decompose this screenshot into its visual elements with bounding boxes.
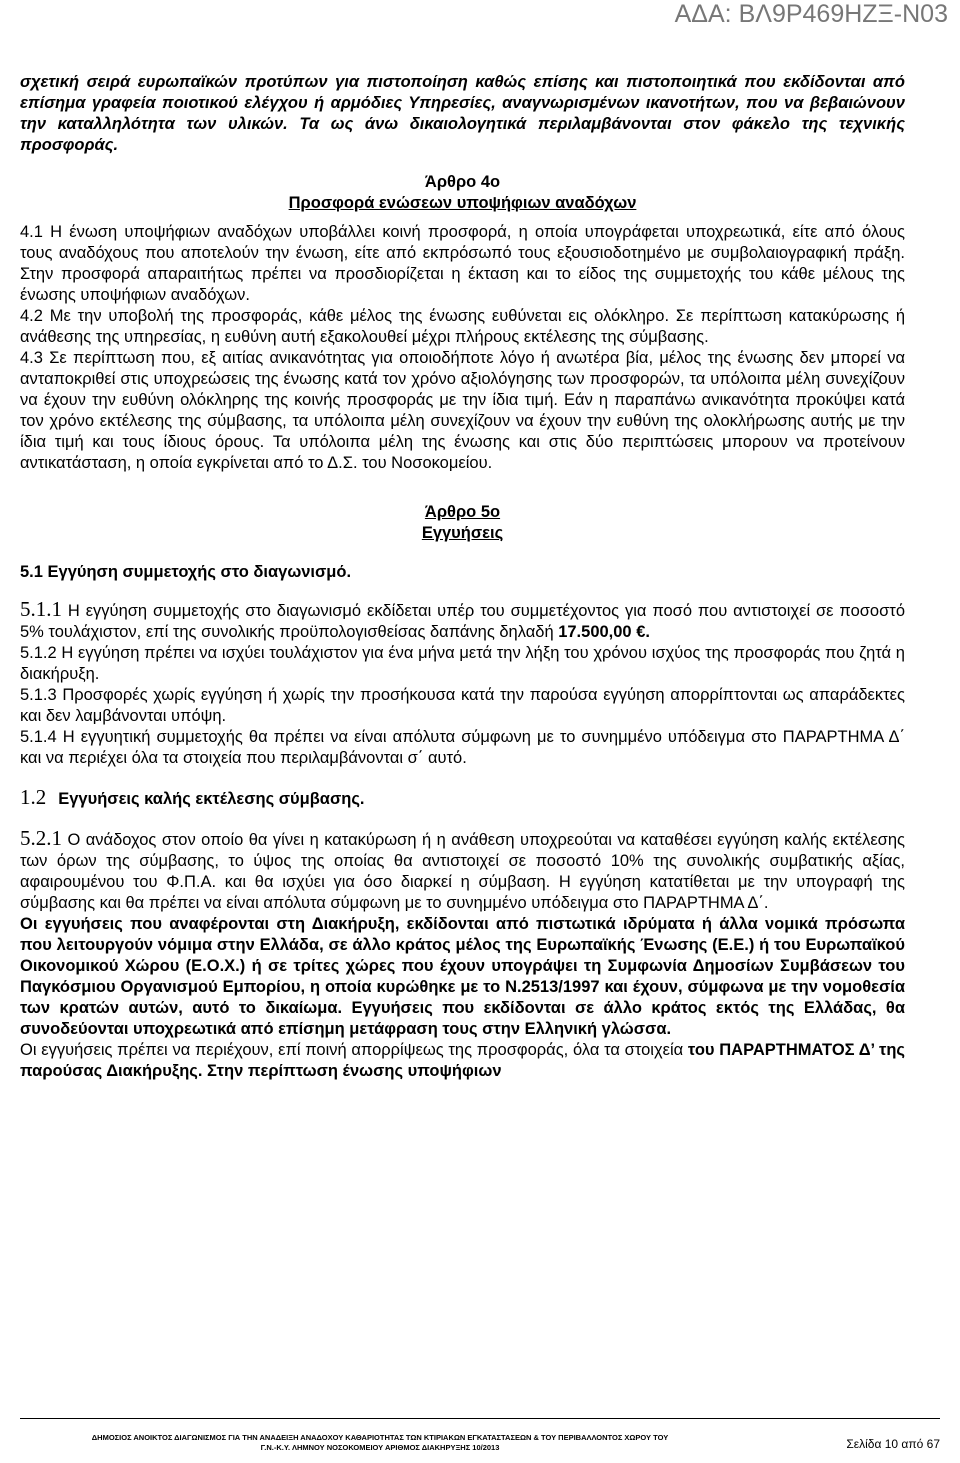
footer-tender-info	[20, 1433, 740, 1453]
section-1-2-heading	[20, 787, 905, 810]
section-5-1-1-amount: 17.500,00 €.	[558, 623, 650, 641]
paragraph-4-2: 4.2 Με την υποβολή της προσφοράς, κάθε μέλος της ένωσης ευθύνεται εις ολόκληρο. Σε περίπτωση κατακύρωσης ή ανάθεσης της υπηρεσίας, η ευθύνη αυτή εξακολουθεί μέχρι πλήρους εκτέλεσης της σύμβασης.	[20, 307, 905, 346]
section-5-2-1-text: Ο ανάδοχος στον οποίο θα γίνει η κατακύρωση ή η ανάθεση υποχρεούται να καταθέσει εγγύηση καλής εκτέλεσης των όρων της σύμβασης, το ύψος της οποίας θα αντιστοιχεί σε ποσοστό 10% της συνολικής συμβατικής αξίας, αφαιρουμένου του Φ.Π.Α. και θα ισχύει για όσο διαρκεί η σύμβαση. Η εγγύηση κατατίθεται με την υπογραφή της σύμβασης και θα πρέπει να είναι απόλυτα σύμφωνη με το συνημμένο υπόδειγμα στο ΠΑΡΑΡΤΗΜΑ Δ΄.	[20, 831, 905, 912]
paragraph-5-1-2: 5.1.2 Η εγγύηση πρέπει να ισχύει τουλάχιστον για ένα μήνα μετά την λήξη του χρόνου ισχύος της προσφοράς που ζητά η διακήρυξη.	[20, 644, 905, 683]
guarantees-contents-paragraph	[20, 1040, 905, 1082]
guarantees-issuers-paragraph: Οι εγγυήσεις που αναφέρονται στη Διακήρυξη, εκδίδονται από πιστωτικά ιδρύματα ή άλλα νομικά πρόσωπα που λειτουργούν νόμιμα στην Ελλάδα, σε άλλο κράτος μέλος της Ευρωπαϊκής Ένωσης (Ε.Ε.) ή του Ευρωπαϊκού Οικονομικού Χώρου (Ε.Ο.Χ.) ή σε τρίτες χώρες που έχουν υπογράψει τη Συμφωνία Δημοσίων Συμβάσεων του Παγκόσμιου Οργανισμού Εμπορίου, η οποία κυρώθηκε με το Ν.2513/1997 και έχουν, σύμφωνα με την νομοθεσία των κρατών αυτών, αυτό το δικαίωμα. Εγγυήσεις που εκδίδονται σε άλλο κράτος εκτός της Ελλάδας, θα συνοδεύονται υποχρεωτικά από επίσημη μετάφραση τους στην Ελληνική γλώσσα.	[20, 915, 905, 1038]
ada-header: ΑΔΑ: ΒΛ9Ρ469ΗΖΞ-Ν03	[674, 0, 948, 28]
article-4-title: Άρθρο 4ο	[424, 173, 501, 191]
section-1-2-number: 1.2	[20, 785, 47, 809]
document-body	[20, 72, 905, 1082]
article-5-subtitle: Εγγυήσεις	[421, 524, 504, 542]
section-5-1-1-text: Η εγγύηση συμμετοχής στο διαγωνισμό εκδίδεται υπέρ του συμμετέχοντος για ποσό που αντιστοιχεί σε ποσοστό 5% τουλάχιστον, επί της συνολικής προϋπολογισθείσας δαπάνης δηλαδή	[20, 602, 905, 641]
section-5-1-1-number: 5.1.1	[20, 597, 62, 621]
paragraph-5-1-4: 5.1.4 Η εγγυητική συμμετοχής θα πρέπει να είναι απόλυτα σύμφωνη με το συνημμένο υπόδειγμα στο ΠΑΡΑΡΤΗΜΑ Δ΄ και να περιέχει όλα τα στοιχεία που περιλαμβάνονται σ΄ αυτό.	[20, 728, 905, 767]
article-4-subtitle: Προσφορά ενώσεων υποψήφιων αναδόχων	[288, 194, 637, 212]
footer-line-2: Γ.Ν.-Κ.Υ. ΛΗΜΝΟΥ ΝΟΣΟΚΟΜΕΙΟΥ ΑΡΙΘΜΟΣ ΔΙΑΚΗΡΥΞΗΣ 10/2013	[260, 1443, 500, 1452]
paragraph-4-1: 4.1 Η ένωση υποψήφιων αναδόχων υποβάλλει κοινή προσφορά, η οποία υπογράφεται υποχρεωτικά, είτε από όλους τους αναδόχους που αποτελούν την ένωση, είτε από εκπρόσωπό τους εξουσιοδοτημένο με συμβολαιογραφική πράξη. Στην προσφορά απαραιτήτως πρέπει να προσδιορίζεται η έκταση και το είδος της συμμετοχής του κάθε μέλους της ένωσης υποψήφιων αναδόχων.	[20, 223, 905, 304]
section-5-2-1-number: 5.2.1	[20, 826, 62, 850]
paragraph-5-2-1	[20, 828, 905, 914]
paragraph-5-1-1	[20, 599, 905, 643]
paragraph-4-3: 4.3 Σε περίπτωση που, εξ αιτίας ανικανότητας για οποιοδήποτε λόγο ή ανωτέρα βία, μέλος της ένωσης δεν μπορεί να ανταποκριθεί στις υποχρεώσεις της ένωσης κατά τον χρόνο αξιολόγησης των προσφορών, τα υπόλοιπα μέλη συνεχίζουν να έχουν την ευθύνη ολόκληρης της κοινής προσφοράς με την ίδια τιμή. Εάν η παραπάνω ανικανότητα προκύψει κατά τον χρόνο εκτέλεσης της σύμβασης, τα υπόλοιπα μέλη συνεχίζουν να έχουν την ευθύνη της ολοκλήρωσης αυτής με την ίδια τιμή και τους ίδιους όρους. Τα υπόλοιπα μέλη της ένωσης και στις δύο περιπτώσεις μπορουν να προτείνουν αντικατάσταση, η οποία εγκρίνεται από το Δ.Σ. του Νοσοκομείου.	[20, 349, 905, 472]
footer-line-1: ΔΗΜΟΣΙΟΣ ΑΝΟΙΚΤΟΣ ΔΙΑΓΩΝΙΣΜΟΣ ΓΙΑ ΤΗΝ ΑΝΑΔΕΙΞΗ ΑΝΑΔΟΧΟΥ ΚΑΘΑΡΙΟΤΗΤΑΣ ΤΩΝ ΚΤΙΡΙΑΚΩΝ ΕΓΚΑΤΑΣΤΑΣΕΩΝ & ΤΟΥ ΠΕΡΙΒΑΛΛΟΝΤΟΣ ΧΩΡΟΥ ΤΟΥ	[91, 1433, 669, 1442]
guarantees-contents-bold: του ΠΑΡΑΡΤΗΜΑΤΟΣ Δ’ της παρούσας Διακήρυξης. Στην περίπτωση ένωσης υποψήφιων	[20, 1041, 905, 1080]
section-5-1-heading: 5.1 Εγγύηση συμμετοχής στο διαγωνισμό.	[20, 563, 352, 581]
page-footer	[20, 1418, 940, 1453]
section-1-2-text: Εγγυήσεις καλής εκτέλεσης σύμβασης.	[58, 790, 365, 808]
guarantees-contents-text: Οι εγγυήσεις πρέπει να περιέχουν, επί ποινή απορρίψεως της προσφοράς, όλα τα στοιχεία	[20, 1041, 688, 1059]
page-number: Σελίδα 10 από 67	[846, 1437, 940, 1451]
intro-paragraph: σχετική σειρά ευρωπαϊκών προτύπων για πιστοποίηση καθώς επίσης και πιστοποιητικά που εκδίδονται από επίσημα γραφεία ποιοτικού ελέγχου ή αρμόδιες Υπηρεσίες, αναγνωρισμένων ικανοτήτων, που να βεβαιώνουν την καταλληλότητα των υλικών. Τα ως άνω δικαιολογητικά περιλαμβάνονται στον φάκελο της τεχνικής προσφοράς.	[20, 73, 905, 154]
paragraph-5-1-3: 5.1.3 Προσφορές χωρίς εγγύηση ή χωρίς την προσήκουσα κατά την παρούσα εγγύηση απορρίπτονται ως απαράδεκτες και δεν λαμβάνονται υπόψη.	[20, 686, 905, 725]
article-5-title: Άρθρο 5ο	[424, 503, 501, 521]
